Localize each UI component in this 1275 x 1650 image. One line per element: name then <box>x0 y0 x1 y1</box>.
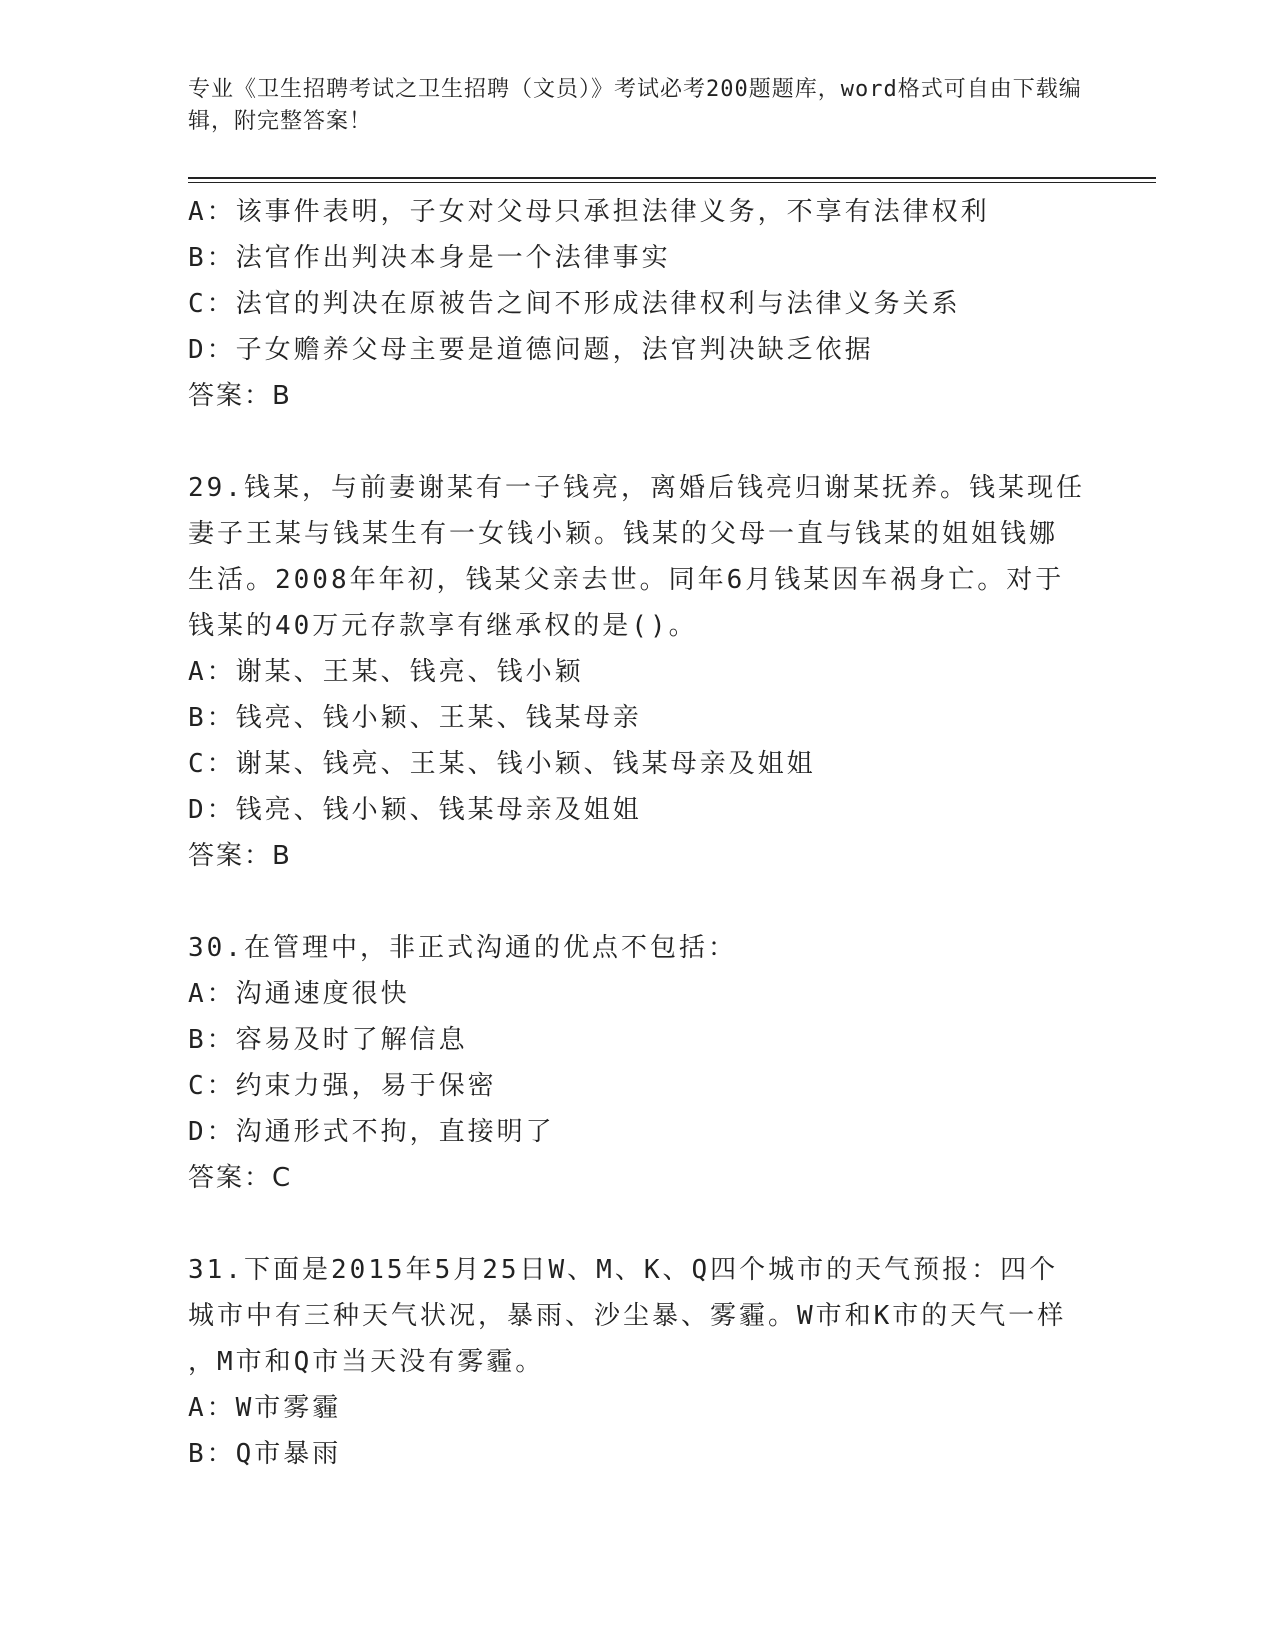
option-b: B：Q市暴雨 <box>188 1439 342 1469</box>
option-d: D：沟通形式不拘，直接明了 <box>188 1117 555 1147</box>
question-30 <box>188 925 1088 1201</box>
question-stem-line: 生活。2008年年初，钱某父亲去世。同年6月钱某因车祸身亡。对于 <box>188 565 1065 595</box>
option-a: A：沟通速度很快 <box>188 979 410 1009</box>
question-list <box>188 189 1088 1477</box>
answer-line: 答案：C <box>188 1163 293 1193</box>
spacer <box>188 419 1088 465</box>
option-c: C：谢某、钱亮、王某、钱小颖、钱某母亲及姐姐 <box>188 749 816 779</box>
option-a: A：谢某、王某、钱亮、钱小颖 <box>188 657 584 687</box>
option-b: B：钱亮、钱小颖、王某、钱某母亲 <box>188 703 642 733</box>
option-b: B：容易及时了解信息 <box>188 1025 468 1055</box>
question-stem-line: ，M市和Q市当天没有雾霾。 <box>188 1347 545 1377</box>
option-d: D：子女赡养父母主要是道德问题，法官判决缺乏依据 <box>188 335 874 365</box>
option-c: C：法官的判决在原被告之间不形成法律权利与法律义务关系 <box>188 289 961 319</box>
option-a: A：W市雾霾 <box>188 1393 342 1423</box>
answer-line: 答案：B <box>188 381 292 411</box>
question-stem-line: 31.下面是2015年5月25日W、M、K、Q四个城市的天气预报：四个 <box>188 1255 1059 1285</box>
document-header: 专业《卫生招聘考试之卫生招聘（文员）》考试必考200题题库，word格式可自由下载编辑，附完整答案！ <box>188 77 1082 134</box>
option-a: A：该事件表明，子女对父母只承担法律义务，不享有法律权利 <box>188 197 990 227</box>
spacer <box>188 1201 1088 1247</box>
answer-line: 答案：B <box>188 841 292 871</box>
header-rule-thick <box>188 177 1156 179</box>
header-rule-thin <box>188 182 1156 183</box>
option-d: D：钱亮、钱小颖、钱某母亲及姐姐 <box>188 795 642 825</box>
option-b: B：法官作出判决本身是一个法律事实 <box>188 243 671 273</box>
option-c: C：约束力强，易于保密 <box>188 1071 497 1101</box>
spacer <box>188 879 1088 925</box>
question-28 <box>188 189 1088 419</box>
question-stem-line: 妻子王某与钱某生有一女钱小颖。钱某的父母一直与钱某的姐姐钱娜 <box>188 519 1059 549</box>
question-stem-line: 钱某的40万元存款享有继承权的是()。 <box>188 611 698 641</box>
question-31 <box>188 1247 1088 1477</box>
question-stem-line: 30.在管理中，非正式沟通的优点不包括： <box>188 933 737 963</box>
question-29 <box>188 465 1088 879</box>
question-stem-line: 城市中有三种天气状况，暴雨、沙尘暴、雾霾。W市和K市的天气一样 <box>188 1301 1067 1331</box>
question-stem-line: 29.钱某，与前妻谢某有一子钱亮，离婚后钱亮归谢某抚养。钱某现任 <box>188 473 1085 503</box>
